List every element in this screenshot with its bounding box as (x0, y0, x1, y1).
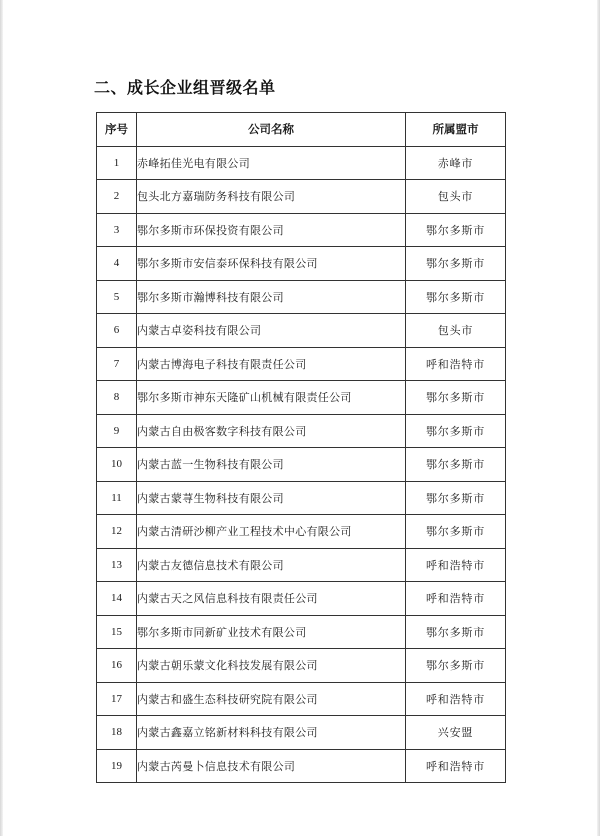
table-row (97, 247, 506, 281)
table-row (97, 615, 506, 649)
company-name: 内蒙古和盛生态科技研究院有限公司 (137, 682, 406, 716)
company-name: 内蒙古自由极客数字科技有限公司 (137, 414, 406, 448)
table-row (97, 515, 506, 549)
league-city: 呼和浩特市 (406, 548, 506, 582)
row-number: 14 (97, 582, 137, 616)
table-header-row (97, 113, 506, 147)
company-name: 内蒙古朝乐蒙文化科技发展有限公司 (137, 649, 406, 683)
company-name: 鄂尔多斯市瀚博科技有限公司 (137, 280, 406, 314)
row-number: 12 (97, 515, 137, 549)
league-city: 兴安盟 (406, 716, 506, 750)
row-number: 9 (97, 414, 137, 448)
header-no: 序号 (97, 113, 137, 147)
table-row (97, 582, 506, 616)
table-row (97, 213, 506, 247)
header-company: 公司名称 (137, 113, 406, 147)
row-number: 5 (97, 280, 137, 314)
company-name: 内蒙古蒙荨生物科技有限公司 (137, 481, 406, 515)
company-name: 鄂尔多斯市神东天隆矿山机械有限责任公司 (137, 381, 406, 415)
row-number: 6 (97, 314, 137, 348)
company-name: 内蒙古蓝一生物科技有限公司 (137, 448, 406, 482)
company-name: 包头北方嘉瑞防务科技有限公司 (137, 180, 406, 214)
league-city: 鄂尔多斯市 (406, 481, 506, 515)
company-name: 赤峰拓佳光电有限公司 (137, 146, 406, 180)
row-number: 2 (97, 180, 137, 214)
row-number: 19 (97, 749, 137, 783)
row-number: 1 (97, 146, 137, 180)
table-row (97, 414, 506, 448)
company-name: 鄂尔多斯市同新矿业技术有限公司 (137, 615, 406, 649)
company-name: 内蒙古天之风信息科技有限责任公司 (137, 582, 406, 616)
league-city: 包头市 (406, 180, 506, 214)
table-row (97, 280, 506, 314)
league-city: 赤峰市 (406, 146, 506, 180)
league-city: 鄂尔多斯市 (406, 615, 506, 649)
row-number: 8 (97, 381, 137, 415)
table-row (97, 649, 506, 683)
company-name: 内蒙古博海电子科技有限责任公司 (137, 347, 406, 381)
company-name: 鄂尔多斯市安信泰环保科技有限公司 (137, 247, 406, 281)
league-city: 呼和浩特市 (406, 347, 506, 381)
row-number: 18 (97, 716, 137, 750)
table-body (97, 146, 506, 783)
company-name: 内蒙古鑫嘉立铭新材料科技有限公司 (137, 716, 406, 750)
league-city: 鄂尔多斯市 (406, 280, 506, 314)
table-row (97, 381, 506, 415)
table-row (97, 314, 506, 348)
company-name: 内蒙古友德信息技术有限公司 (137, 548, 406, 582)
table-row (97, 146, 506, 180)
league-city: 鄂尔多斯市 (406, 515, 506, 549)
row-number: 3 (97, 213, 137, 247)
table-row (97, 716, 506, 750)
row-number: 17 (97, 682, 137, 716)
league-city: 鄂尔多斯市 (406, 649, 506, 683)
row-number: 15 (97, 615, 137, 649)
page-edge-left (0, 0, 3, 836)
section-title: 二、成长企业组晋级名单 (94, 78, 276, 97)
table-row (97, 749, 506, 783)
company-name: 内蒙古清研沙柳产业工程技术中心有限公司 (137, 515, 406, 549)
league-city: 包头市 (406, 314, 506, 348)
league-city: 鄂尔多斯市 (406, 414, 506, 448)
row-number: 16 (97, 649, 137, 683)
row-number: 4 (97, 247, 137, 281)
row-number: 11 (97, 481, 137, 515)
league-city: 鄂尔多斯市 (406, 448, 506, 482)
league-city: 鄂尔多斯市 (406, 213, 506, 247)
league-city: 呼和浩特市 (406, 749, 506, 783)
row-number: 7 (97, 347, 137, 381)
company-name: 鄂尔多斯市环保投资有限公司 (137, 213, 406, 247)
table-row (97, 548, 506, 582)
company-name: 内蒙古卓姿科技有限公司 (137, 314, 406, 348)
league-city: 呼和浩特市 (406, 682, 506, 716)
table-row (97, 481, 506, 515)
table-row (97, 180, 506, 214)
finalist-table (96, 112, 506, 783)
row-number: 13 (97, 548, 137, 582)
table-row (97, 448, 506, 482)
company-name: 内蒙古芮曼卜信息技术有限公司 (137, 749, 406, 783)
league-city: 鄂尔多斯市 (406, 381, 506, 415)
league-city: 呼和浩特市 (406, 582, 506, 616)
table-row (97, 682, 506, 716)
table-row (97, 347, 506, 381)
league-city: 鄂尔多斯市 (406, 247, 506, 281)
header-city: 所属盟市 (406, 113, 506, 147)
row-number: 10 (97, 448, 137, 482)
